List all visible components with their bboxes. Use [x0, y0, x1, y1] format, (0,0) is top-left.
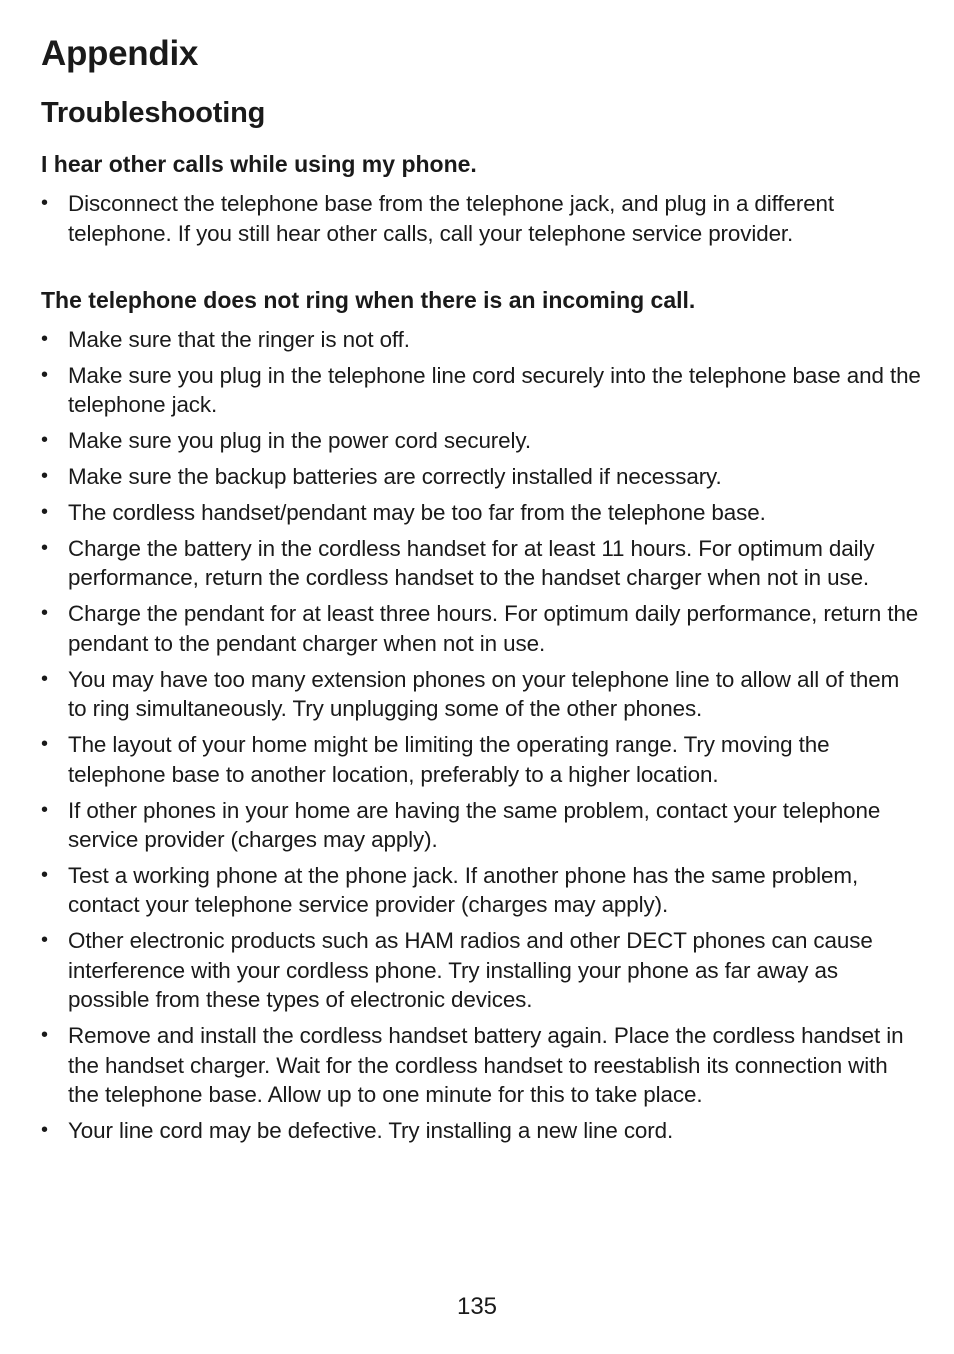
- bullet-icon: •: [41, 863, 48, 886]
- issue-other-calls: [41, 149, 921, 254]
- bullet-icon: •: [41, 1024, 48, 1047]
- bullet-icon: •: [41, 363, 48, 386]
- list-item: [41, 665, 921, 724]
- list-item: [41, 534, 921, 593]
- list-item-text: Test a working phone at the phone jack. If another phone has the same problem, contact your telephone service provider (charges may apply).: [68, 862, 859, 918]
- list-item-text: Your line cord may be defective. Try installing a new line cord.: [68, 1118, 674, 1144]
- list-item: [41, 1021, 921, 1110]
- list-item: [41, 926, 921, 1015]
- bullet-icon: •: [41, 501, 48, 524]
- list-item: [41, 498, 921, 528]
- list-item-text: You may have too many extension phones on your telephone line to allow all of them to ring simultaneously. Try unplugging some of the other phones.: [68, 666, 900, 722]
- list-item: [41, 189, 921, 248]
- list-item: [41, 730, 921, 789]
- list-item-text: The cordless handset/pendant may be too far from the telephone base.: [68, 500, 766, 526]
- bullet-icon: •: [41, 536, 48, 559]
- bullet-icon: •: [41, 602, 48, 625]
- list-item-text: Disconnect the telephone base from the telephone jack, and plug in a different telephone. If you still hear other calls, call your telephone service provider.: [68, 191, 835, 246]
- bullet-icon: •: [41, 1119, 48, 1142]
- issue-no-ring: [41, 285, 921, 1152]
- list-item: [41, 599, 921, 658]
- bullet-list: [41, 189, 921, 248]
- page-number: 135: [456, 1293, 498, 1320]
- list-item: [41, 361, 921, 420]
- bullet-icon: •: [41, 465, 48, 488]
- list-item-text: Charge the pendant for at least three hours. For optimum daily performance, return the pendant to the pendant charger when not in use.: [68, 601, 919, 656]
- list-item-text: Other electronic products such as HAM radios and other DECT phones can cause interference with your cordless phone. Try installing your phone as far away as possible from these types of electronic devices.: [68, 928, 873, 1013]
- list-item-text: Make sure that the ringer is not off.: [68, 327, 410, 352]
- list-item-text: If other phones in your home are having the same problem, contact your telephone service provider (charges may apply).: [68, 797, 881, 853]
- bullet-icon: •: [41, 929, 48, 952]
- list-item: [41, 861, 921, 920]
- list-item: [41, 462, 921, 492]
- bullet-icon: •: [41, 429, 48, 452]
- section-title: Troubleshooting: [41, 97, 266, 129]
- list-item: [41, 426, 921, 456]
- list-item-text: Charge the battery in the cordless handset for at least 11 hours. For optimum daily performance, return the cordless handset to the handset charger when not in use.: [68, 535, 875, 591]
- list-item-text: Make sure the backup batteries are correctly installed if necessary.: [68, 464, 722, 490]
- bullet-icon: •: [41, 733, 48, 756]
- bullet-icon: •: [41, 192, 48, 214]
- bullet-list: [41, 325, 921, 1146]
- bullet-icon: •: [41, 667, 48, 690]
- bullet-icon: •: [41, 328, 48, 350]
- list-item: [41, 325, 921, 355]
- list-item-text: The layout of your home might be limiting the operating range. Try moving the telephone base to another location, preferably to a higher location.: [68, 732, 830, 787]
- list-item-text: Remove and install the cordless handset battery again. Place the cordless handset in the handset charger. Wait for the cordless handset to reestablish its connection with the telephone base. Allow up to one minute for this to take place.: [68, 1023, 904, 1108]
- list-item: [41, 796, 921, 855]
- list-item-text: Make sure you plug in the power cord securely.: [68, 428, 531, 454]
- page-title: Appendix: [41, 34, 199, 73]
- list-item: [41, 1116, 921, 1146]
- list-item-text: Make sure you plug in the telephone line cord securely into the telephone base and the telephone jack.: [68, 362, 921, 418]
- issue-heading: I hear other calls while using my phone.: [41, 151, 477, 177]
- bullet-icon: •: [41, 798, 48, 821]
- issue-heading: The telephone does not ring when there is an incoming call.: [41, 287, 696, 313]
